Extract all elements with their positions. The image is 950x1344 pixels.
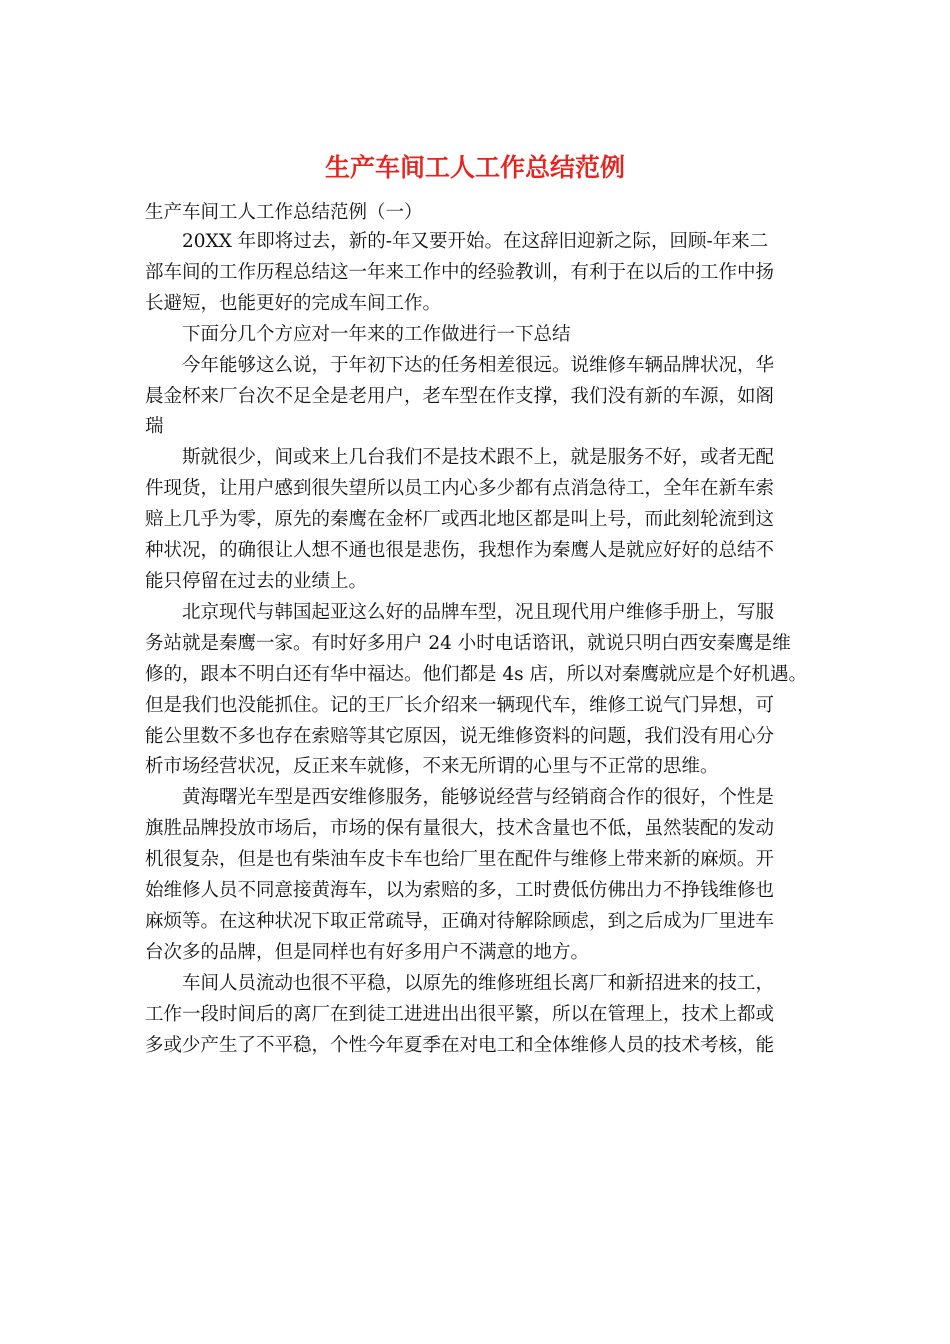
document-body bbox=[145, 227, 808, 1061]
paragraph-line: 能公里数不多也存在索赔等其它原因，说无维修资料的问题，我们没有用心分 bbox=[145, 725, 775, 747]
paragraph-line: 长避短，也能更好的完成车间工作。 bbox=[145, 292, 442, 314]
paragraph-line: 多或少产生了不平稳，个性今年夏季在对电工和全体维修人员的技术考核，能 bbox=[145, 1034, 775, 1056]
paragraph-line: 析市场经营状况，反正来车就修，不来无所谓的心里与不正常的思维。 bbox=[145, 756, 719, 778]
paragraph-line: 能只停留在过去的业绩上。 bbox=[145, 570, 368, 592]
paragraph bbox=[145, 227, 805, 320]
paragraph-line: 务站就是秦鹰一家。有时好多用户 24 小时电话谘讯，就说只明白西安秦鹰是维 bbox=[145, 632, 791, 654]
paragraph-line: 斯就很少，间或来上几台我们不是技术跟不上，就是服务不好，或者无配 bbox=[182, 447, 775, 469]
paragraph-line: 北京现代与韩国起亚这么好的品牌车型，况且现代用户维修手册上，写服 bbox=[182, 601, 775, 623]
paragraph-line: 赔上几乎为零，原先的秦鹰在金杯厂或西北地区都是叫上号，而此刻轮流到这 bbox=[145, 509, 775, 531]
paragraph-line: 旗胜品牌投放市场后，市场的保有量很大，技术含量也不低，虽然装配的发动 bbox=[145, 818, 775, 840]
paragraph-line: 黄海曙光车型是西安维修服务，能够说经营与经销商合作的很好，个性是 bbox=[182, 787, 775, 809]
paragraph-line: 麻烦等。在这种状况下取正常疏导，正确对待解除顾虑，到之后成为厂里进车 bbox=[145, 910, 775, 932]
paragraph-line: 下面分几个方应对一年来的工作做进行一下总结 bbox=[182, 323, 571, 345]
paragraph bbox=[145, 320, 805, 351]
paragraph-line: 机很复杂，但是也有柴油车皮卡车也给厂里在配件与维修上带来新的麻烦。开 bbox=[145, 849, 775, 871]
paragraph bbox=[145, 443, 805, 598]
paragraph-line: 瑞 bbox=[145, 416, 164, 438]
paragraph-line: 修的，跟本不明白还有华中福达。他们都是 4s 店，所以对秦鹰就应是个好机遇。 bbox=[145, 663, 808, 685]
paragraph-line: 晨金杯来厂台次不足全是老用户，老车型在作支撑，我们没有新的车源，如阁 bbox=[145, 385, 775, 407]
document-title: 生产车间工人工作总结范例 bbox=[324, 153, 625, 182]
paragraph-line: 台次多的品牌，但是同样也有好多用户不满意的地方。 bbox=[145, 941, 590, 963]
paragraph bbox=[145, 598, 808, 783]
paragraph-line: 部车间的工作历程总结这一年来工作中的经验教训，有利于在以后的工作中扬 bbox=[145, 261, 775, 283]
document-subtitle: 生产车间工人工作总结范例（一） bbox=[145, 202, 423, 223]
paragraph-line: 20XX 年即将过去，新的-年又要开始。在这辞旧迎新之际，回顾-年来二 bbox=[182, 231, 769, 252]
paragraph bbox=[145, 351, 805, 444]
paragraph-line: 车间人员流动也很不平稳，以原先的维修班组长离厂和新招进来的技工， bbox=[182, 972, 775, 994]
paragraph-line: 今年能够这么说，于年初下达的任务相差很远。说维修车辆品牌状况，华 bbox=[182, 354, 775, 376]
paragraph bbox=[145, 783, 805, 968]
paragraph-line: 但是我们也没能抓住。记的王厂长介绍来一辆现代车，维修工说气门异想，可 bbox=[145, 694, 775, 716]
paragraph-line: 工作一段时间后的离厂在到徒工进进出出很平繁，所以在管理上，技术上都或 bbox=[145, 1003, 775, 1025]
paragraph bbox=[145, 969, 805, 1062]
paragraph-line: 始维修人员不同意接黄海车，以为索赔的多，工时费低仿佛出力不挣钱维修也 bbox=[145, 880, 775, 902]
paragraph-line: 件现货，让用户感到很失望所以员工内心多少都有点消急待工，全年在新车索 bbox=[145, 478, 775, 500]
paragraph-line: 种状况，的确很让人想不通也很是悲伤，我想作为秦鹰人是就应好好的总结不 bbox=[145, 540, 775, 562]
